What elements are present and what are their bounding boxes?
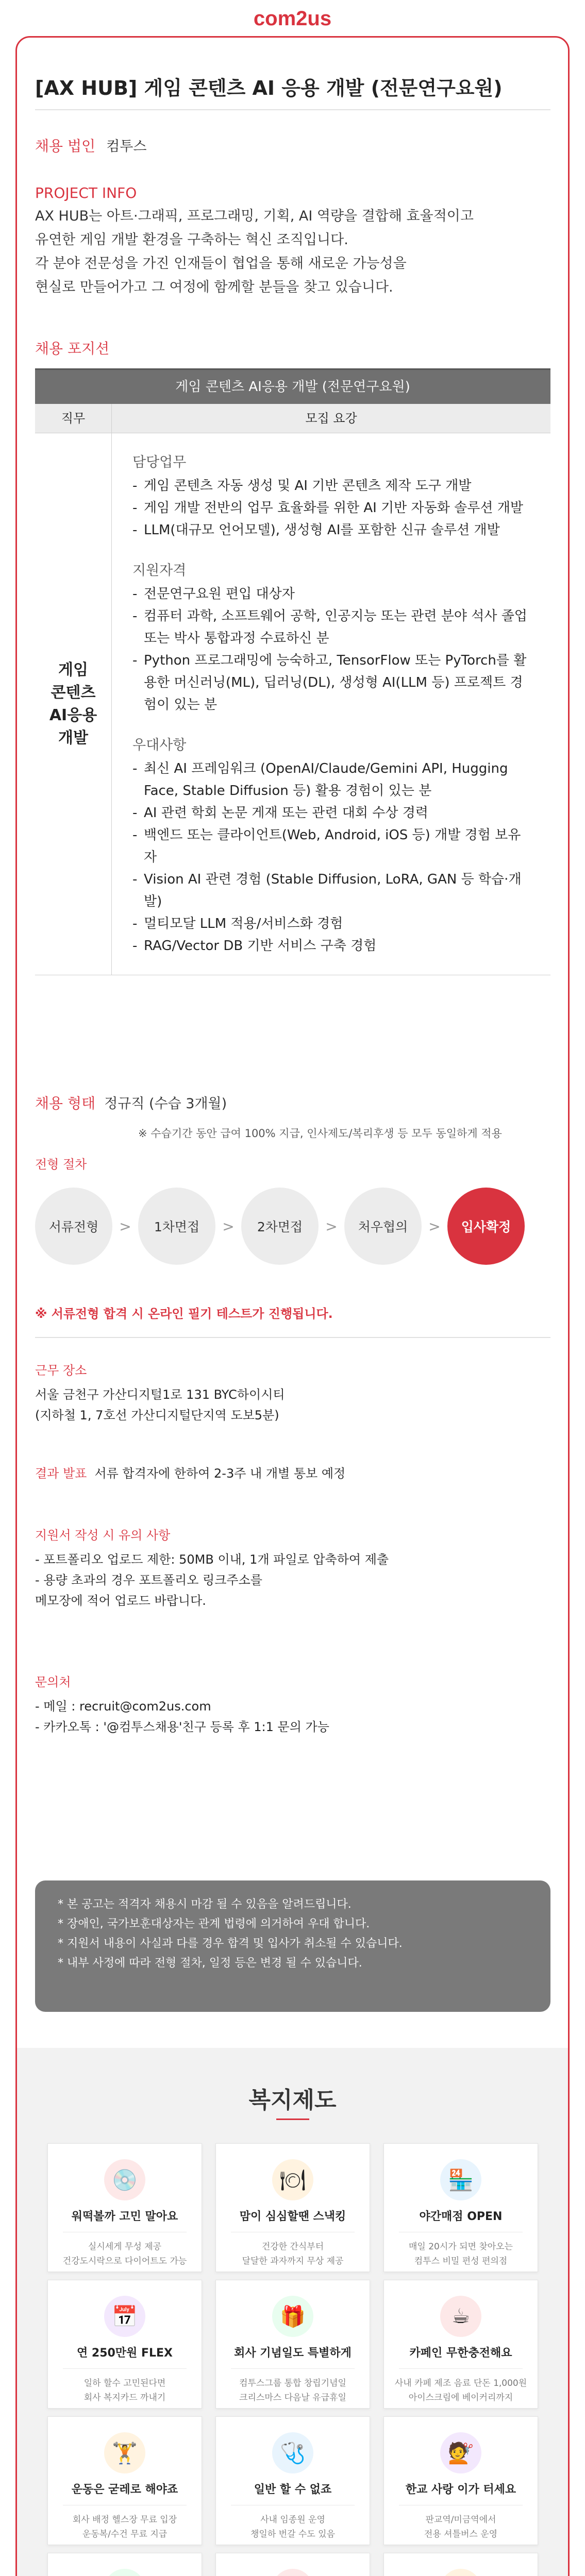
welfare-card — [383, 2416, 538, 2545]
project-info-line: 현실로 만들어가고 그 여정에 함께할 분들을 찾고 있습니다. — [35, 279, 393, 295]
list-item: - 게임 개발 전반의 업무 효율화를 위한 AI 기반 자동화 솔루션 개발 — [132, 497, 530, 519]
page-title: [AX HUB] 게임 콘텐츠 AI 응용 개발 (전문연구요원) — [35, 77, 503, 99]
card-divider — [399, 2368, 523, 2369]
project-info-label: PROJECT INFO — [35, 184, 137, 201]
position-label: 채용 포지션 — [35, 340, 110, 357]
calendar-icon: 📅 — [104, 2296, 145, 2337]
welfare-card — [47, 2553, 202, 2576]
card-description: 컴투스 비밀 편성 편의점 — [414, 2256, 508, 2266]
welfare-card — [215, 2143, 370, 2272]
contact-line: - 카카오톡 : '@컴투스채용'친구 등록 후 1:1 문의 가능 — [35, 1720, 329, 1734]
card-divider — [63, 2368, 187, 2369]
table-title: 게임 콘텐츠 AI응용 개발 (전문연구요원) — [35, 370, 550, 404]
welfare-card — [383, 2553, 538, 2576]
card-description: 아이스크림에 베이커리까지 — [408, 2393, 513, 2403]
card-description: 크리스마스 다음날 유급휴일 — [239, 2393, 346, 2403]
notice-line: * 지원서 내용이 사실과 다를 경우 합격 및 입사가 취소될 수 있습니다. — [58, 1937, 403, 1950]
card-title: 야간매점 OPEN — [419, 2210, 503, 2223]
list-item: - Vision AI 관련 경험 (Stable Diffusion, LoRA, GAN 등 학습·개발) — [132, 869, 530, 913]
list-item: - LLM(대규모 언어모델), 생성형 AI를 포함한 신규 솔루션 개발 — [132, 519, 530, 541]
section-divider — [35, 1337, 550, 1338]
arrow-right-icon: > — [325, 1217, 338, 1235]
card-description: 매일 20시가 되면 찾아오는 — [408, 2242, 513, 2252]
arrow-right-icon: > — [222, 1217, 235, 1235]
location-label: 근무 장소 — [35, 1363, 87, 1378]
card-description: 전용 셔틀버스 운영 — [424, 2529, 498, 2539]
store-icon: 🏪 — [440, 2159, 481, 2200]
notes-line: - 용량 초과의 경우 포트폴리오 링크주소를 — [35, 1573, 262, 1587]
project-info-section — [35, 184, 550, 299]
col-header-req: 모집 요강 — [305, 411, 357, 426]
title-divider — [35, 109, 550, 110]
result-section — [35, 1463, 550, 1481]
contact-line: - 메일 : recruit@com2us.com — [35, 1699, 211, 1714]
notes-line: - 포트폴리오 업로드 제한: 50MB 이내, 1개 파일로 압축하여 제출 — [35, 1552, 389, 1567]
table-row — [35, 433, 550, 975]
card-title: 운동은 굳레로 해야죠 — [71, 2483, 178, 2496]
list-item: - AI 관련 학회 논문 게재 또는 관련 대회 수상 경력 — [132, 802, 530, 824]
result-value: 서류 합격자에 한하여 2-3주 내 개별 통보 예정 — [94, 1466, 346, 1481]
notes-label: 지원서 작성 시 유의 사항 — [35, 1528, 171, 1543]
notice-line: * 내부 사정에 따라 전형 절차, 일정 등은 변경 될 수 있습니다. — [58, 1957, 362, 1970]
project-info-line: 각 분야 전문성을 가진 인재들이 협업을 통해 새로운 가능성을 — [35, 256, 407, 272]
list-item: - 백엔드 또는 클라이언트(Web, Android, iOS 등) 개발 경험 보유자 — [132, 824, 530, 869]
duties-heading: 담당업무 — [132, 454, 187, 470]
job-name-line: 게임 — [58, 660, 88, 679]
card-description: 달달한 과자까지 무상 제공 — [242, 2256, 344, 2266]
card-description: 판교역/미금역에서 — [425, 2515, 496, 2525]
step-circle: 처우협의 — [344, 1188, 422, 1265]
employment-value: 정규직 (수습 3개월) — [104, 1096, 227, 1112]
employment-note: ※ 수습기간 동안 급여 100% 지급, 인사제도/복리후생 등 모두 동일하게 적용 — [138, 1127, 502, 1140]
hands-icon — [440, 2569, 481, 2576]
contact-section — [35, 1672, 550, 1737]
card-description: 챙일하 번갈 수도 있음 — [250, 2529, 335, 2539]
project-info-line: AX HUB는 아트·그래픽, 프로그래밍, 기획, AI 역량을 결합해 효율적이고 — [35, 208, 474, 224]
fitness-icon: 🏋 — [104, 2432, 145, 2473]
welfare-card — [383, 2280, 538, 2409]
card-title: 일반 할 수 없죠 — [254, 2483, 332, 2496]
result-label: 결과 발표 — [35, 1466, 87, 1481]
card-description: 사내 카페 제조 음료 단돈 1,000원 — [394, 2378, 527, 2388]
list-item: - 컴퓨터 과학, 소프트웨어 공학, 인공지능 또는 관련 분야 석사 졸업 또는 박사 통합과정 수료하신 분 — [132, 605, 530, 650]
job-name-line: AI응용 — [49, 706, 97, 724]
welfare-card — [215, 2280, 370, 2409]
col-header-job: 직무 — [35, 404, 112, 433]
requirements-cell — [112, 433, 550, 975]
card-description: 운동복/수건 무료 지급 — [82, 2529, 168, 2539]
job-name-line: 콘텐츠 — [51, 683, 96, 702]
corp-label: 채용 법인 — [35, 138, 96, 155]
employment-label: 채용 형태 — [35, 1095, 96, 1112]
arrow-right-icon: > — [119, 1217, 131, 1235]
card-description: 컴투스그룹 통합 창립기념일 — [239, 2378, 346, 2388]
card-description: 건강도시락으로 다이어트도 가능 — [62, 2256, 187, 2266]
list-item: - RAG/Vector DB 기반 서비스 구축 경험 — [132, 935, 530, 957]
process-warning: ※ 서류전형 합격 시 온라인 필기 테스트가 진행됩니다. — [35, 1307, 333, 1321]
card-title: 카페인 무한충전해요 — [409, 2347, 512, 2360]
clinic-icon: 🩺 — [272, 2432, 313, 2473]
requirements-heading: 지원자격 — [132, 563, 187, 579]
welfare-card — [215, 2416, 370, 2545]
card-description: 회사 배정 헬스장 무료 입장 — [72, 2515, 177, 2525]
list-item: - 멀티모달 LLM 적용/서비스화 경험 — [132, 913, 530, 935]
heart-icon — [104, 2569, 145, 2576]
position-section-label — [35, 337, 550, 358]
process-label-wrap — [35, 1154, 550, 1172]
notice-line: * 본 공고는 적격자 채용시 마감 될 수 있음을 알려드립니다. — [58, 1898, 352, 1911]
card-description: 사내 임종원 운영 — [260, 2515, 325, 2525]
welfare-card — [47, 2416, 202, 2545]
list-item: - 최신 AI 프레임워크 (OpenAI/Claude/Gemini API, Hugging Face, Stable Diffusion 등) 활용 경험이 있는 분 — [132, 758, 530, 802]
employment-section — [35, 1092, 550, 1141]
location-section — [35, 1360, 550, 1426]
welfare-card — [215, 2553, 370, 2576]
step-circle: 2차면접 — [241, 1188, 319, 1265]
gift-icon: 🎁 — [272, 2296, 313, 2337]
requirements-list — [132, 583, 530, 716]
corp-value: 컴투스 — [106, 139, 147, 155]
corp-section — [35, 135, 550, 159]
card-description: 실시세게 무성 제공 — [88, 2242, 162, 2252]
cd-icon: 💿 — [104, 2159, 145, 2200]
notes-line: 메모장에 적어 업로드 바랍니다. — [35, 1594, 206, 1608]
notes-section — [35, 1525, 550, 1611]
card-title: 회사 기념일도 특별하게 — [234, 2347, 352, 2360]
position-table — [35, 368, 550, 975]
card-title: 한교 사랑 이가 터세요 — [405, 2483, 516, 2496]
card-title: 워떡볼까 고민 말아요 — [71, 2210, 178, 2223]
job-name-line: 개발 — [58, 728, 88, 747]
card-description: 일하 할수 고민된다면 — [83, 2378, 166, 2388]
duties-list — [132, 475, 530, 541]
step-circle-final: 입사확정 — [447, 1188, 525, 1265]
project-info-line: 유연한 게임 개발 환경을 구축하는 혁신 조직입니다. — [35, 232, 348, 248]
step-circle: 1차면접 — [138, 1188, 215, 1265]
card-divider — [231, 2368, 355, 2369]
arrow-right-icon: > — [428, 1217, 441, 1235]
welfare-card — [47, 2280, 202, 2409]
welfare-title: 복지제도 — [248, 2087, 337, 2113]
welfare-card — [47, 2143, 202, 2272]
card-title: 연 250만원 FLEX — [76, 2347, 173, 2360]
list-item: - Python 프로그래밍에 능숙하고, TensorFlow 또는 PyTorch를 활용한 머신러닝(ML), 딥러닝(DL), 생성형 AI(LLM 등) 프로젝트 경험이 있는 분 — [132, 650, 530, 716]
job-name-cell — [35, 433, 112, 975]
card-description: 건강한 간식부터 — [261, 2242, 324, 2252]
company-logo: com2us — [253, 7, 332, 30]
card-description: 회사 복지카드 까내기 — [83, 2393, 166, 2403]
notice-box — [35, 1880, 550, 2012]
coffee-icon: ☕ — [440, 2296, 481, 2337]
step-circle: 서류전형 — [35, 1188, 112, 1265]
preferred-heading: 우대사항 — [132, 737, 187, 753]
shield-icon — [272, 2569, 313, 2576]
location-line: (지하철 1, 7호선 가산디지털단지역 도보5분) — [35, 1408, 279, 1422]
table-header-row — [35, 404, 550, 433]
preferred-list — [132, 758, 530, 957]
list-item: - 전문연구요원 편입 대상자 — [132, 583, 530, 605]
card-title: 맘이 심심할땐 스낵킹 — [239, 2210, 346, 2223]
hairdryer-icon: 💇 — [440, 2432, 481, 2473]
welfare-card — [383, 2143, 538, 2272]
notice-line: * 장애인, 국가보훈대상자는 관계 법령에 의거하여 우대 합니다. — [58, 1918, 370, 1930]
welfare-title-underline — [276, 2119, 309, 2120]
process-label: 전형 절차 — [35, 1157, 87, 1172]
list-item: - 게임 콘텐츠 자동 생성 및 AI 기반 콘텐츠 제작 도구 개발 — [132, 475, 530, 497]
meal-icon: 🍽 — [272, 2159, 313, 2200]
location-line: 서울 금천구 가산디지털1로 131 BYC하이시티 — [35, 1387, 285, 1402]
contact-label: 문의처 — [35, 1675, 71, 1689]
process-steps — [35, 1185, 550, 1267]
